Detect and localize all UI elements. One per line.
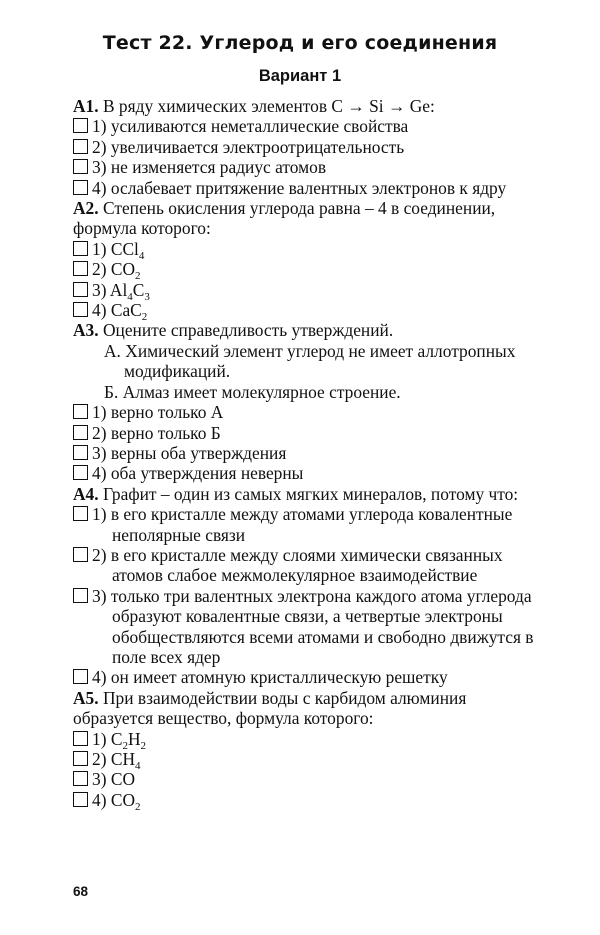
formula-symbol: CO <box>110 259 136 280</box>
answer-option[interactable] <box>73 504 543 545</box>
question-text: В ряду химических элементов C → Si → Ge: <box>102 96 435 116</box>
answer-text: в его кристалле между слоями химически связанных атомов слабое межмолекулярное взаимодействие <box>110 544 503 586</box>
answer-checkbox[interactable] <box>73 771 88 786</box>
answer-checkbox[interactable] <box>73 445 88 460</box>
formula-subscript: 2 <box>141 311 148 324</box>
answer-number: 4) <box>92 789 107 810</box>
answer-option[interactable] <box>73 300 543 324</box>
answer-text: оба утверждения неверны <box>110 463 304 484</box>
answer-option[interactable] <box>73 545 543 586</box>
answer-text: ослабевает притяжение валентных электронов к ядру <box>110 177 507 198</box>
answer-number: 1) <box>92 238 107 259</box>
answer-label <box>92 545 543 586</box>
answer-checkbox[interactable] <box>73 139 88 154</box>
answer-number: 4) <box>92 463 107 484</box>
answer-checkbox[interactable] <box>73 241 88 256</box>
formula-symbol: CH <box>110 749 136 769</box>
question-text: Степень окисления углерода равна – 4 в соединении, формула которого: <box>73 198 496 239</box>
chemical-formula <box>110 300 148 324</box>
answer-checkbox[interactable] <box>73 302 88 317</box>
answer-label <box>92 423 543 443</box>
answer-number: 2) <box>92 544 107 565</box>
answer-option[interactable] <box>73 789 543 813</box>
answer-number: 3) <box>92 157 107 178</box>
answer-checkbox[interactable] <box>73 792 88 807</box>
answer-label <box>92 300 543 324</box>
answer-checkbox[interactable] <box>73 425 88 440</box>
answer-label <box>92 178 543 198</box>
formula-symbol: C <box>110 728 123 749</box>
answer-label <box>92 443 543 463</box>
answer-option[interactable] <box>73 402 543 422</box>
answer-text: верны оба утверждения <box>110 442 287 463</box>
statement-text: Химический элемент углерод не имеет аллотропных модификаций. <box>124 340 516 382</box>
answer-option[interactable] <box>73 586 543 668</box>
formula-subscript: 4 <box>127 290 133 303</box>
question-text: Оцените справедливость утверждений. <box>102 320 394 341</box>
answer-number: 4) <box>92 177 107 198</box>
formula-symbol: CO <box>110 769 136 790</box>
question-stem <box>73 96 543 116</box>
question-a2 <box>73 198 543 324</box>
answer-number: 3) <box>92 585 107 606</box>
formula-subscript: 3 <box>144 290 150 303</box>
chemical-formula <box>110 238 145 262</box>
page-title: Тест 22. Углерод и его соединения <box>102 32 498 54</box>
answer-label <box>92 463 543 483</box>
formula-symbol: CO <box>110 789 136 810</box>
answer-option[interactable] <box>73 178 543 198</box>
answer-option[interactable] <box>73 423 543 443</box>
answer-number: 4) <box>92 300 107 321</box>
statement <box>104 382 543 402</box>
formula-symbol: CCl <box>110 238 139 259</box>
answer-number: 1) <box>92 728 107 749</box>
answer-option[interactable] <box>73 116 543 136</box>
answer-label <box>92 279 543 303</box>
statement-label: Б. <box>104 381 119 402</box>
chemical-formula <box>109 279 150 303</box>
answer-number: 2) <box>92 136 107 157</box>
question-number: A2. <box>73 198 99 219</box>
answer-number: 2) <box>92 259 107 280</box>
answer-label <box>92 667 543 687</box>
answer-label <box>92 157 543 177</box>
formula-subscript: 2 <box>135 270 141 283</box>
answer-text: в его кристалле между атомами углерода ковалентные неполярные связи <box>110 504 513 545</box>
question-a5 <box>73 687 543 813</box>
answer-number: 1) <box>92 504 107 525</box>
formula-symbol: Al <box>109 279 128 300</box>
answer-text: верно только Б <box>110 422 221 443</box>
answer-option[interactable] <box>73 769 543 789</box>
answer-number: 3) <box>92 442 107 463</box>
formula-subscript: 4 <box>138 249 145 262</box>
answer-checkbox[interactable] <box>73 731 88 746</box>
chemical-formula <box>110 728 147 752</box>
answer-option[interactable] <box>73 279 543 303</box>
chemical-formula <box>110 259 141 283</box>
answer-checkbox[interactable] <box>73 547 88 562</box>
answer-option[interactable] <box>73 443 543 463</box>
question-number: A4. <box>73 483 99 504</box>
answer-label <box>92 504 543 545</box>
answer-option[interactable] <box>73 238 543 262</box>
answer-checkbox[interactable] <box>73 118 88 133</box>
answer-checkbox[interactable] <box>73 282 88 297</box>
variant-subtitle: Вариант 1 <box>258 67 342 85</box>
answer-checkbox[interactable] <box>73 261 88 276</box>
question-stem <box>73 484 543 504</box>
answer-label <box>92 259 543 283</box>
answer-number: 1) <box>92 116 107 137</box>
chemical-formula <box>110 789 141 813</box>
answer-option[interactable] <box>73 728 543 752</box>
formula-subscript: 2 <box>135 800 141 813</box>
question-stem <box>73 320 543 340</box>
question-a1 <box>73 96 543 198</box>
question-text: Графит – один из самых мягких минералов, потому что: <box>102 483 519 504</box>
answer-checkbox[interactable] <box>73 506 88 521</box>
answer-text: увеличивается электроотрицательность <box>110 136 405 157</box>
statement <box>104 341 543 382</box>
question-number: A1. <box>73 96 99 116</box>
answer-number: 4) <box>92 667 107 688</box>
answer-checkbox[interactable] <box>73 669 88 684</box>
question-number: A3. <box>73 320 99 341</box>
answer-option[interactable] <box>73 667 543 687</box>
answer-label <box>92 238 543 262</box>
answer-label <box>92 749 543 772</box>
question-text: При взаимодействии воды с карбидом алюминия образуется вещество, формула которого: <box>73 687 467 729</box>
answer-number: 2) <box>92 422 107 443</box>
answer-option[interactable] <box>73 137 543 157</box>
answer-number: 2) <box>92 749 107 769</box>
statement-label: А. <box>104 340 121 361</box>
question-stem <box>73 198 543 239</box>
question-a3 <box>73 320 543 483</box>
answer-checkbox[interactable] <box>73 404 88 419</box>
answer-text: только три валентных электрона каждого атома углерода образуют ковалентные связи, а четвертые электроны обобществляются всеми атомами и свободно движутся в поле всех ядер <box>110 585 534 667</box>
answer-checkbox[interactable] <box>73 465 88 480</box>
question-a4 <box>73 484 543 688</box>
answer-checkbox[interactable] <box>73 588 88 603</box>
answer-checkbox[interactable] <box>73 180 88 195</box>
answer-label <box>92 137 543 157</box>
questions-container <box>73 96 543 813</box>
question-number: A5. <box>73 687 99 708</box>
answer-text: он имеет атомную кристаллическую решетку <box>110 667 448 688</box>
page-number: 68 <box>73 884 89 899</box>
answer-label <box>92 116 543 136</box>
formula-subscript: 2 <box>122 739 128 752</box>
answer-text: верно только А <box>110 402 224 423</box>
answer-option[interactable] <box>73 259 543 283</box>
answer-text: усиливаются неметаллические свойства <box>110 116 409 137</box>
answer-label <box>92 402 543 422</box>
answer-label <box>92 586 543 668</box>
answer-text: не изменяется радиус атомов <box>110 157 327 178</box>
answer-option[interactable] <box>73 749 543 772</box>
formula-symbol: CaC <box>110 300 142 321</box>
answer-label <box>92 769 543 789</box>
answer-label <box>92 728 543 752</box>
formula-symbol: C <box>132 279 145 300</box>
answer-number: 3) <box>92 769 107 790</box>
formula-subscript: 4 <box>135 760 141 772</box>
answer-checkbox[interactable] <box>73 159 88 174</box>
question-stem <box>73 688 543 729</box>
chemical-formula <box>111 769 135 789</box>
chemical-formula <box>110 749 141 772</box>
formula-subscript: 2 <box>140 739 147 752</box>
formula-symbol: H <box>127 728 141 749</box>
answer-label <box>92 789 543 813</box>
answer-option[interactable] <box>73 463 543 483</box>
answer-checkbox[interactable] <box>73 751 88 766</box>
answer-option[interactable] <box>73 157 543 177</box>
statement-text: Алмаз имеет молекулярное строение. <box>122 381 401 402</box>
answer-number: 1) <box>92 402 107 423</box>
answer-number: 3) <box>92 279 107 300</box>
